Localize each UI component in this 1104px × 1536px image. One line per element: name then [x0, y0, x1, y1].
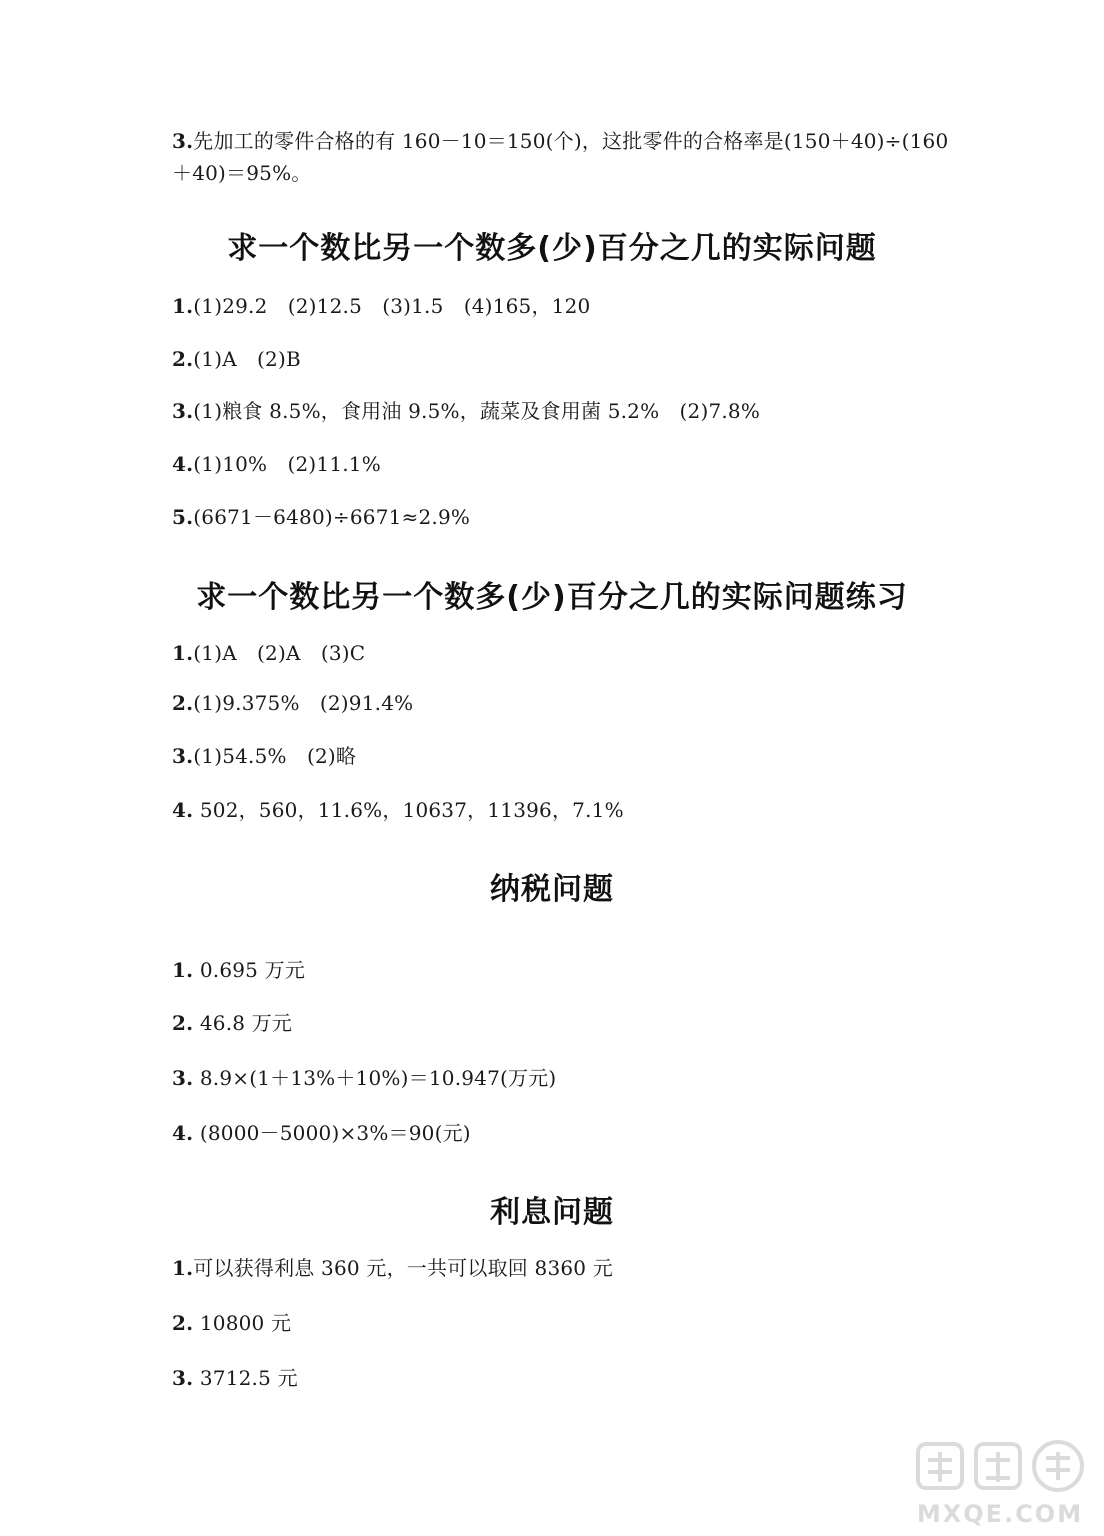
list-item: 3.(1)54.5% (2)略 [172, 744, 357, 768]
list-item: 4. 502，560，11.6%，10637，11396，7.1% [172, 798, 624, 822]
section-title: 纳税问题 [490, 872, 614, 907]
watermark-emblem-icon [910, 1438, 1090, 1500]
list-item: 2. 46.8 万元 [172, 1011, 293, 1035]
list-item: 5.(6671－6480)÷6671≈2.9% [172, 505, 471, 529]
list-item: 2.(1)9.375% (2)91.4% [172, 691, 414, 715]
section-title: 求一个数比另一个数多(少)百分之几的实际问题 [227, 231, 877, 266]
watermark-text: MXQE.COM [916, 1500, 1084, 1528]
list-item: 1.可以获得利息 360 元，一共可以取回 8360 元 [172, 1256, 613, 1280]
list-item: 2. 10800 元 [172, 1311, 292, 1335]
list-item: 3. 8.9×(1＋13%＋10%)＝10.947(万元) [172, 1066, 557, 1090]
list-item: 1. 0.695 万元 [172, 958, 306, 982]
list-item: 3.(1)粮食 8.5%，食用油 9.5%，蔬菜及食用菌 5.2% (2)7.8% [172, 399, 761, 423]
list-item: 1.(1)A (2)A (3)C [172, 641, 366, 665]
intro-line-2: ＋40)＝95%。 [172, 161, 312, 185]
watermark-logo [910, 1438, 1090, 1528]
list-item: 4.(1)10% (2)11.1% [172, 452, 381, 476]
list-item: 4. (8000－5000)×3%＝90(元) [172, 1121, 471, 1145]
list-item: 2.(1)A (2)B [172, 347, 301, 371]
intro-line-1: 3.先加工的零件合格的有 160－10＝150(个)，这批零件的合格率是(150＋40)÷(160 [172, 129, 949, 153]
section-title: 利息问题 [490, 1195, 614, 1230]
section-title: 求一个数比另一个数多(少)百分之几的实际问题练习 [196, 580, 908, 615]
list-item: 3. 3712.5 元 [172, 1366, 298, 1390]
list-item: 1.(1)29.2 (2)12.5 (3)1.5 (4)165，120 [172, 294, 591, 318]
